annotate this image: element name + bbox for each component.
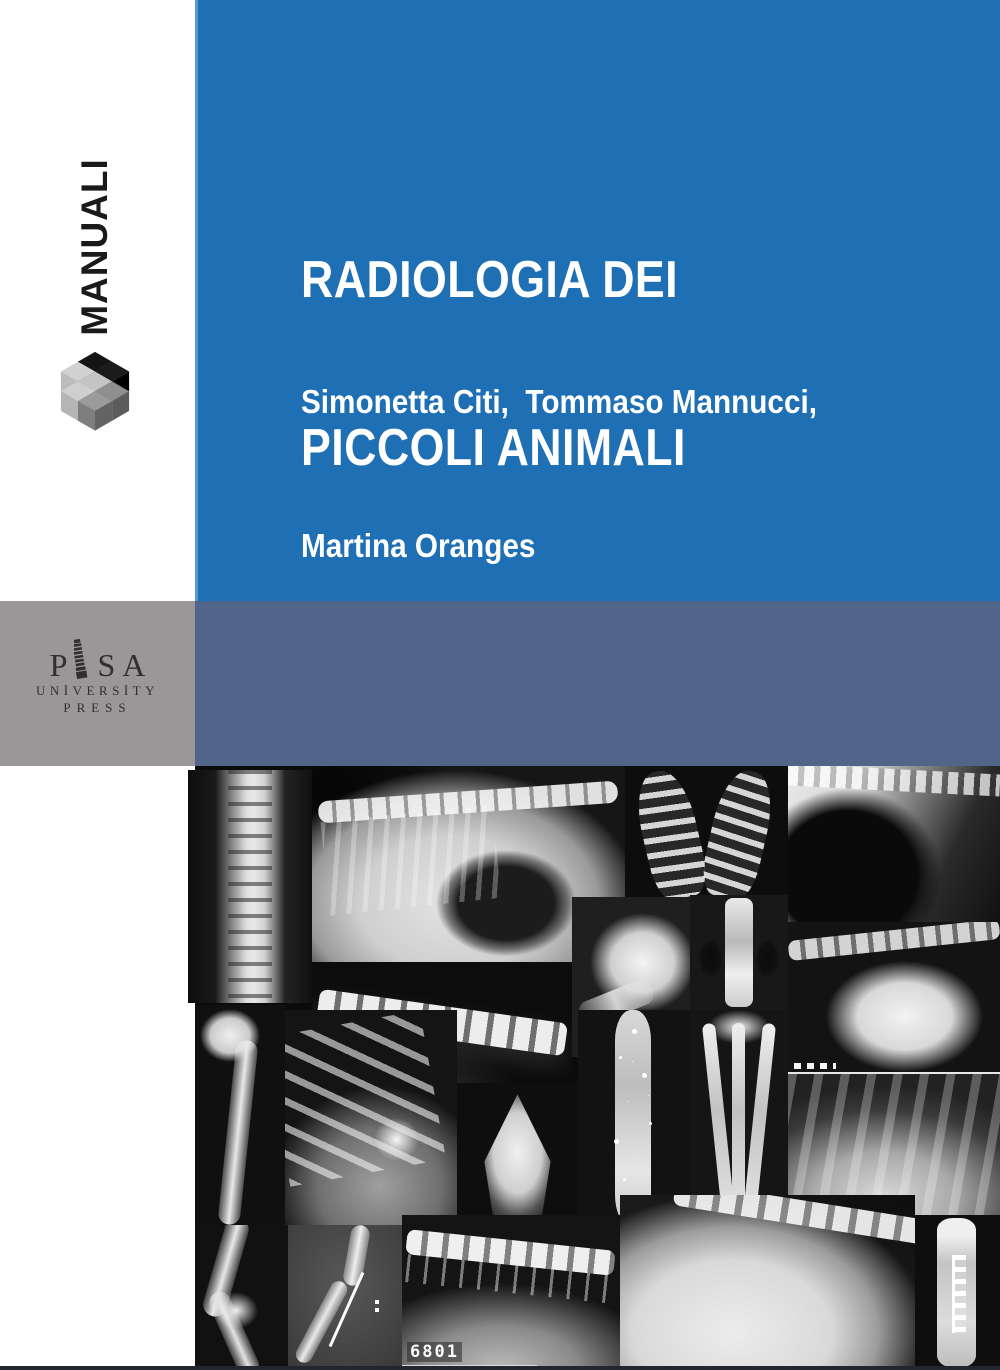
rib-shadows [320,804,501,916]
xray-abdomen-lateral-large [620,1195,915,1370]
bottom-edge-bar [0,1366,1000,1370]
xray-pelvis-ventrodorsal [690,895,788,1010]
xray-carpus-digits [690,1010,788,1225]
title-panel [195,0,1000,601]
xray-tibia-with-bone-plate [915,1215,1000,1370]
film-marker-dashes [794,1063,836,1069]
xray-thorax-lateral-lungs [788,1072,1000,1215]
xray-stifle-flexed [195,1225,288,1370]
publisher-letter-a: A [122,647,146,683]
cardiac-silhouette [474,1094,561,1216]
digit-bone-2 [732,1023,745,1217]
xray-femur-hip-lateral [195,1005,285,1225]
round-mass [826,961,983,1072]
obturator-right [755,939,780,978]
authors-line-2: Martina Oranges [301,527,536,564]
xray-lumbar-spine-lateral [402,1215,620,1370]
xray-cat-head-neck-lateral [788,766,1000,922]
publisher-logo [0,640,195,716]
rib-fan [285,1010,447,1186]
title-line-1: RADIOLOGIA DEI [301,251,679,309]
sacrum-column [725,898,752,1006]
limb-soft-tissue [615,1010,651,1225]
film-number-label: 6801 [407,1342,462,1362]
obturator-left [698,939,723,978]
publisher-wordmark [0,640,195,683]
bone-plate-screws [952,1255,966,1333]
publisher-band-slate [195,601,1000,766]
xray-spine-with-round-mass [788,922,1000,1072]
leaning-tower-icon [74,639,90,679]
joint-glow [214,1292,259,1330]
series-label: MANUALI [74,158,115,336]
digit-bone-3 [743,1023,776,1217]
xray-hindlimb-with-pellets [578,1010,690,1225]
xray-forepaws-ventrodorsal [625,766,788,903]
xray-fractured-limb-pinned [288,1225,402,1370]
femoral-head-circle [374,1118,419,1161]
xray-thorax-ventrodorsal [457,1083,578,1225]
right-paw [698,766,781,903]
title-line-2: PICCOLI ANIMALI [301,419,686,477]
film-marker-dots [375,1300,379,1304]
left-paw [629,766,712,903]
spine-arc [788,922,1000,960]
cervical-ticks [788,766,1000,796]
spine-diagonal [673,1195,915,1244]
xray-spine-ventrodorsal [188,770,312,1003]
publisher-press-label: PRESS [63,700,132,715]
publisher-letter-p: P [49,647,68,683]
digit-bone-1 [701,1023,734,1217]
xray-pelvis-abdomen-lateral [285,1010,457,1225]
publisher-university-label: UNİVERSİTY [36,683,159,698]
vertebrae-ticks [228,770,273,1003]
publisher-letter-s: S [97,647,116,683]
authors-line-1: Simonetta Citi, Tommaso Mannucci, [301,383,817,420]
bone-fragment-upper [342,1225,372,1287]
femur-shaft [218,1040,259,1225]
isometric-cubes-logo-icon [47,342,143,438]
